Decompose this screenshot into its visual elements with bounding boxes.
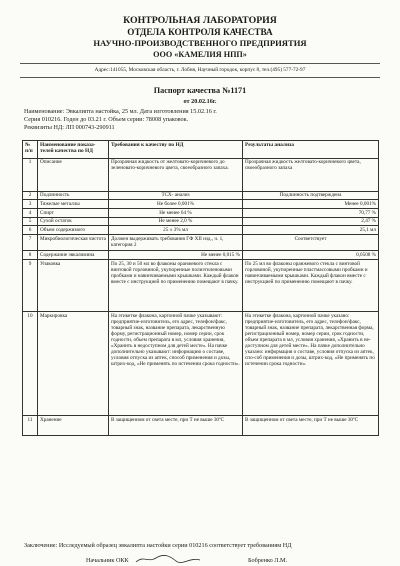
table-row bbox=[23, 217, 379, 226]
indicator-name: Объем содержимого bbox=[38, 226, 109, 235]
company-name: ООО «КАМЕЛИЯ НПП» bbox=[153, 50, 247, 59]
company-address: Адрес:141055, Московская область, г. Лобня, Научный городок, корпус 8, тел.(495) 577-72-97 bbox=[94, 67, 306, 73]
row-number: 3 bbox=[23, 200, 38, 209]
row-number: 1 bbox=[23, 158, 38, 191]
indicator-name: Маркировка bbox=[38, 311, 109, 415]
table-row bbox=[23, 158, 379, 191]
requisites-line: Реквизиты НД: ЛП 000743-290911 bbox=[24, 124, 115, 131]
row-number: 6 bbox=[23, 226, 38, 235]
requirement: На этикетке флакона, картонной пачке указывают: предприятие-изготовитель, его адрес, телефон/факс, товарный знак, название препарата, лекарственную форму, регистрационный номер, номер серии, срок годности, объем препарата в мл, условия хранения, «Хранить в недоступном для детей месте». На пачке дополнительно указывают: информацию о составе, условия отпуска из аптек, способ применения и дозы, штрих-код, «Не применять по истечении срока годности». bbox=[109, 311, 243, 415]
table-header-row bbox=[23, 141, 379, 159]
product-name-line: Наименование: Эвкалипта настойка, 25 мл. Дата изготовления 15.02.16 г. bbox=[24, 108, 217, 115]
row-number: 5 bbox=[23, 217, 38, 226]
header-divider-top bbox=[20, 63, 380, 64]
indicator-name: Хранение bbox=[38, 415, 109, 435]
indicator-name: Спирт bbox=[38, 208, 109, 217]
row-number: 2 bbox=[23, 191, 38, 200]
row-number: 9 bbox=[23, 259, 38, 311]
row-number: 8 bbox=[23, 251, 38, 260]
result: В защищенном от света месте, при Т не выше 30ºС bbox=[243, 415, 379, 435]
enterprise-title: НАУЧНО-ПРОИЗВОДСТВЕННОГО ПРЕДПРИЯТИЯ bbox=[93, 38, 307, 48]
indicator-name: Сухой остаток bbox=[38, 217, 109, 226]
column-header-requirements: Требования к качеству по НД bbox=[109, 141, 243, 159]
requirement: Не менее 0,015 % bbox=[109, 251, 243, 260]
row-number: 4 bbox=[23, 208, 38, 217]
requirement: Не более 0,001% bbox=[109, 200, 243, 209]
indicator-name: Описание bbox=[38, 158, 109, 191]
header-divider-bottom bbox=[20, 77, 380, 78]
indicator-name: Микробиологическая чистота bbox=[38, 235, 109, 251]
result: 25,1 мл bbox=[243, 226, 379, 235]
left-signer: Начальник ОКК bbox=[86, 557, 129, 564]
result: По 25 мл во флаконы оранжевого стекла с винтовой горловиной, укупоренные пластмассовыми пробками и навинчиваемыми крышками. Каждый флакон вместе с инструкцией по применению помещают в пачку. bbox=[243, 259, 379, 311]
table-row bbox=[23, 226, 379, 235]
column-header-number: № п/п bbox=[23, 141, 38, 159]
requirement: Не менее 64 % bbox=[109, 208, 243, 217]
conclusion: Заключение: Исследуемый образец эвкалипта настойки серии 010216 соответствует требованиям НД bbox=[24, 542, 292, 549]
requirement: По 25, 30 и 50 мл во флаконы оранжевого стекла с винтовой горловиной, укупоренные полиэтиленовыми пробками и навинчиваемыми крышками. Каждый флакон вместе с инструкцией по применению помещают в пачку. bbox=[109, 259, 243, 311]
table-row bbox=[23, 200, 379, 209]
indicator-name: Тяжелые металлы bbox=[38, 200, 109, 209]
result: 2,47 % bbox=[243, 217, 379, 226]
result: 0,0508 % bbox=[243, 251, 379, 260]
department-title: ОТДЕЛА КОНТРОЛЯ КАЧЕСТВА bbox=[127, 27, 273, 37]
indicator-name: Подлинность bbox=[38, 191, 109, 200]
indicator-name: Упаковка bbox=[38, 259, 109, 311]
table-row bbox=[23, 251, 379, 260]
result: Прозрачная жидкость желтовато-коричневого цвета, своеобразного запаха bbox=[243, 158, 379, 191]
indicator-name: Содержание эвкалимина bbox=[38, 251, 109, 260]
result: Менее 0,001% bbox=[243, 200, 379, 209]
result: Соответствует bbox=[243, 235, 379, 251]
requirement: ТСХ- анализ bbox=[109, 191, 243, 200]
requirement: Должен выдерживать требования ГФ XII изд., ч. 1, категория 2 bbox=[109, 235, 243, 251]
table-row bbox=[23, 191, 379, 200]
right-signer: Бобренко Л.М. bbox=[248, 557, 288, 564]
row-number: 11 bbox=[23, 415, 38, 435]
requirement: Прозрачная жидкость от желтовато-коричневого до зеленовато-коричневого цвета, своеобразного запаха. bbox=[109, 158, 243, 191]
row-number: 10 bbox=[23, 311, 38, 415]
result: 70,77 % bbox=[243, 208, 379, 217]
passport-date: от 20.02.16г. bbox=[183, 98, 217, 105]
table-row bbox=[23, 235, 379, 251]
column-header-results: Результаты анализа bbox=[243, 141, 379, 159]
table-row bbox=[23, 259, 379, 311]
row-number: 7 bbox=[23, 235, 38, 251]
lab-title: КОНТРОЛЬНАЯ ЛАБОРАТОРИЯ bbox=[123, 15, 277, 26]
requirement: 25 ± 3% мл bbox=[109, 226, 243, 235]
result: На этикетке флакона, картонной пачке указано: предприятие-изготовитель, его адрес, телефон/факс, товарный знак, название препарата, лекарственная форма, регистрационный номер, номер серии, срок годности, объем препарата в мл, условия хранения, «Хранить в не-доступном для детей месте». На пачке дополнительно указано: информация о составе, условия отпуска из аптек, спо-соб применения и дозы, штрих-код, «Не применять по истечении срока годности». bbox=[243, 311, 379, 415]
result: Подлинность подтверждена bbox=[243, 191, 379, 200]
requirement: В защищенном от света месте, при Т не выше 30ºС bbox=[109, 415, 243, 435]
series-line: Серия 010216. Годен до 03.21 г. Объем серии: 78008 упаковок. bbox=[24, 116, 189, 123]
table-row bbox=[23, 208, 379, 217]
table-row bbox=[23, 311, 379, 415]
table-row bbox=[23, 415, 379, 435]
quality-table bbox=[22, 140, 379, 436]
signature-scribble bbox=[130, 554, 230, 564]
passport-title: Паспорт качества №1171 bbox=[153, 86, 247, 95]
requirement: Не менее 2,0 % bbox=[109, 217, 243, 226]
column-header-indicator: Наименование показа-телей качества по НД bbox=[38, 141, 109, 159]
